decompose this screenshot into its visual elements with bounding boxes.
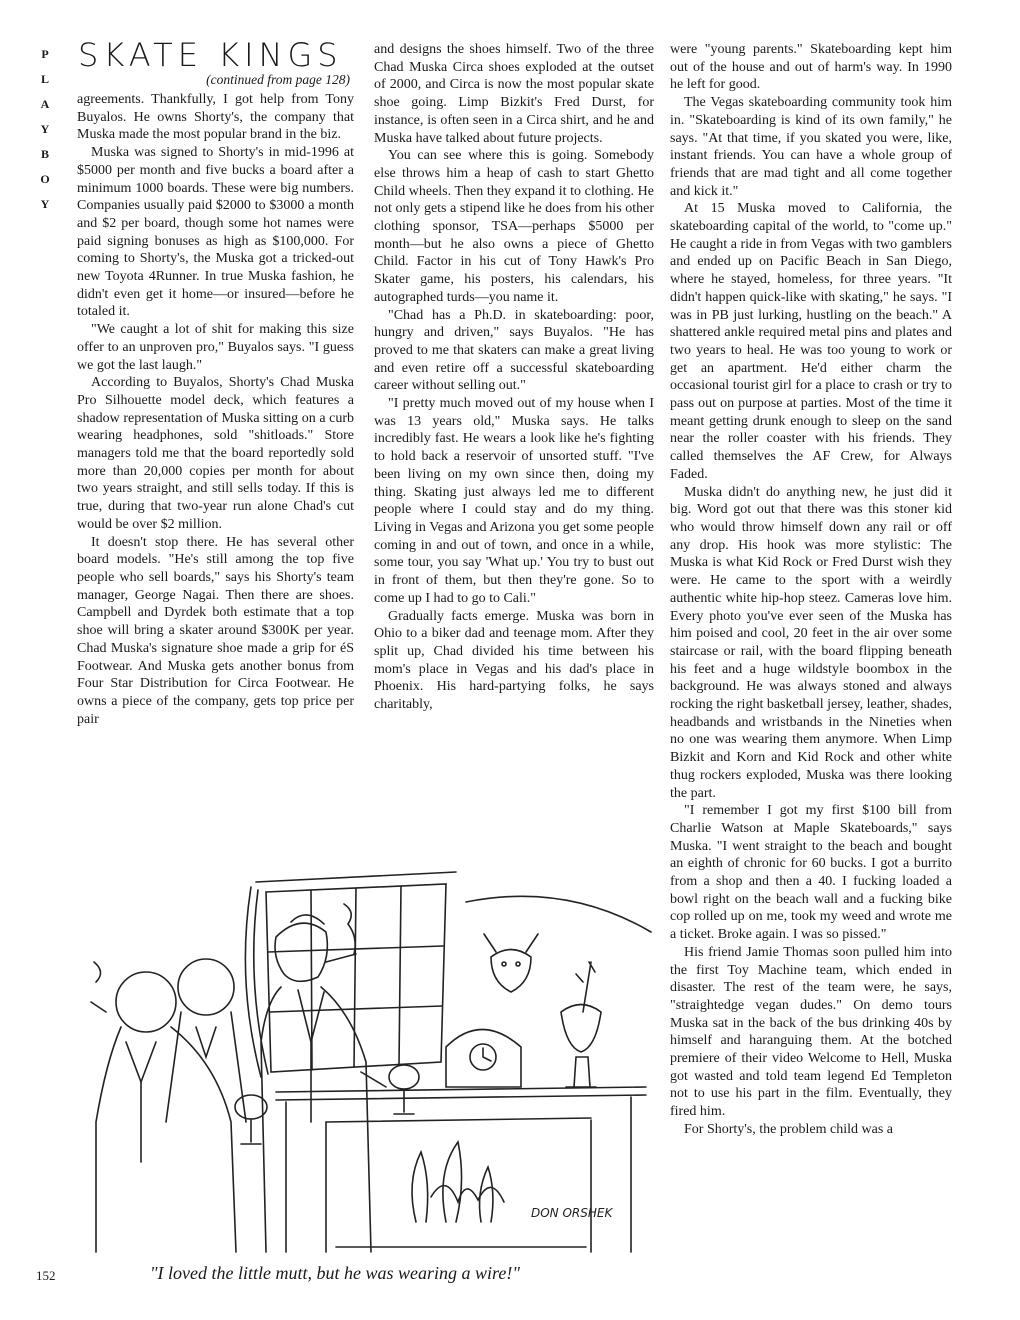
sidebar-letter: O xyxy=(40,172,52,186)
paragraph: Muska was signed to Shorty's in mid-1996 at $5000 per month and five bucks a board after a minimum 1000 boards. These were big numbers. Companies usually paid $2000 to $3000 a month and $2 per board, though some hot names were paid signing bonuses as high as $100,000. For coming to Shorty's, the Muska got a tricked-out new Toyota 4Runner. In true Muska fashion, he didn't even get it home—or insured—before he totaled it. xyxy=(77,145,354,320)
paragraph: According to Buyalos, Shorty's Chad Muska Pro Silhouette model deck, which features a shadow representation of Muska sitting on a curb wearing headphones, sold "shitloads." Store managers told me that the board reportedly sold more than 20,000 copies per month for about two years straight, and still sells today. If this is true, during that two-year run alone Chad's cut would be over $2 million. xyxy=(77,375,354,532)
paragraph: agreements. Thankfully, I got help from Tony Buyalos. He owns Shorty's, the company that Muska made the most popular brand in the biz. xyxy=(77,92,354,143)
sidebar-letter: Y xyxy=(40,122,52,136)
paragraph: For Shorty's, the problem child was a xyxy=(684,1121,893,1137)
paragraph: At 15 Muska moved to California, the skateboarding capital of the world, to "come up." He caught a ride in from Vegas with two gamblers and ended up on Pacific Beach in San Diego, where he stayed, homeless, for three years. "It didn't happen quick-like with skating," he says. "I was in PB just lurking, hustling on the beach." A shattered ankle required metal pins and plates and two years to heal. He was too young to work or get an apartment. He'd either charm the occasional tourist girl for a place to crash or try to pass out on purpose at parties. Most of the time it meant getting drunk enough to sleep on the sand near the roller coaster with his friends. They called themselves the AF Crew, for Always Faded. xyxy=(670,201,952,482)
paragraph: "We caught a lot of shit for making this size offer to an unproven pro," Buyalos says. "I guess we got the last laugh." xyxy=(77,322,354,373)
paragraph: and designs the shoes himself. Two of the three Chad Muska Circa shoes exploded at the outset of 2000, and Circa is now the most popular skate shoe going. Limp Bizkit's Fred Durst, for instance, is often seen in a Circa shirt, and he and Muska have talked about future projects. xyxy=(374,42,654,146)
paragraph: "I pretty much moved out of my house when I was 13 years old," Muska says. He talks incredibly fast. He wears a look like he's fighting to hold back a reservoir of unsorted stuff. "I've been living on my own since then, doing my thing. Skating just always led me to different people where I could stay and do my thing. Living in Vegas and Arizona you get some people coming in and out of town, and once in a while, some tour, you say 'What up.' You try to bust out in front of them, but then they're gone. So to come up I had to go to Cali." xyxy=(374,396,654,606)
paragraph: It doesn't stop there. He has several other board models. "He's still among the top five people who sell boards," says his Shorty's team manager, George Nagai. Then there are shoes. Campbell and Dyrdek both estimate that a top shoe will bring a skater around $300K per year. Chad Muska's signature shoe made a grip for éS Footwear. And Muska gets another bonus from Four Star Distribution for Circa Footwear. He owns a piece of the company, gets top price per pair xyxy=(77,534,354,727)
paragraph: Muska didn't do anything new, he just did it big. Word got out that there was this stoner kid who would throw himself down any rail or off any drop. His hook was more stylistic: The Muska is what Kid Rock or Fred Durst wish they were. He came to the sport with a weirdly authentic white hip-hop steez. Cameras love him. Every photo you've ever seen of the Muska has him poised and cool, 20 feet in the air over some staircase or rail, with the board flipping beneath his feet and a huge wildstyle boombox in the background. He was always stoned and always rocking the right basketball jersey, leather, shades, headbands and wristbands in the Nineties when no one was wearing them anymore. When Limp Bizkit and Korn and Kid Rock and other white thug rockers exploded, Muska was there looking the part. xyxy=(670,484,952,801)
paragraph: were "young parents." Skateboarding kept him out of the house and out of harm's way. In 1990 he left for good. xyxy=(670,42,952,93)
cartoon-illustration xyxy=(86,862,654,1262)
sidebar-letter: A xyxy=(40,97,52,111)
article-headline: SKATE KINGS xyxy=(78,36,343,74)
cartoon-drawing xyxy=(86,862,654,1262)
sidebar-letter: Y xyxy=(40,197,52,211)
cartoon-caption: "I loved the little mutt, but he was wearing a wire!" xyxy=(150,1263,520,1283)
article-column-1 xyxy=(77,91,354,728)
paragraph: Gradually facts emerge. Muska was born in Ohio to a biker dad and teenage mom. After they split up, Chad divided his time between his mom's place in Vegas and his dad's place in Phoenix. His hard-partying folks, he says charitably, xyxy=(374,608,654,713)
magazine-sidebar-logo xyxy=(28,42,64,217)
paragraph: "Chad has a Ph.D. in skateboarding: poor, hungry and driven," says Buyalos. "He has proved to me that skaters can make a great living and even retire off a successful skateboarding career without selling out." xyxy=(374,307,654,394)
article-column-3 xyxy=(670,41,952,1139)
cartoon-signature: DON ORSHEK xyxy=(531,1206,613,1220)
paragraph: The Vegas skateboarding community took him in. "Skateboarding is kind of its own family," he says. "At that time, if you skated you were, like, instant friends. You can have a whole group of friends that are mad tight and all come together and kick it." xyxy=(670,95,952,199)
sidebar-letter: P xyxy=(41,47,51,61)
sidebar-letter: L xyxy=(40,72,51,86)
paragraph: You can see where this is going. Somebody else throws him a heap of cash to start Ghetto Child wheels. Then they expand it to clothing. He not only gets a stipend like he does from his other clothing sponsor, TSA—perhaps $5000 per month—but he also owns a piece of Ghetto Child. Factor in his cut of Tony Hawk's Pro Skater game, his posters, his calendars, his autographed turds—you name it. xyxy=(374,148,654,305)
sidebar-letter: B xyxy=(40,147,51,161)
paragraph: His friend Jamie Thomas soon pulled him into the first Toy Machine team, which ended in disaster. The rest of the team were, he says, "straightedge vegan dudes." On demo tours Muska sat in the back of the bus drinking 40s by himself and haranguing them. At the botched premiere of their video Welcome to Hell, Muska got wasted and told team legend Ed Templeton not to use his part in the film. Eventually, they fired him. xyxy=(670,944,952,1120)
article-column-2 xyxy=(374,41,654,714)
continued-note: (continued from page 128) xyxy=(206,72,350,87)
paragraph: "I remember I got my first $100 bill from Charlie Watson at Maple Skateboards," says Muska. "I went straight to the beach and bought an eighth of chronic for 60 bucks. I got a burrito from a shop and then a 40. I fucking loaded a bowl right on the beach wall and a fucking bike cop rolled up on me, took my weed and wrote me a ticket. Broke again. I was so pissed." xyxy=(670,803,952,943)
page-number: 152 xyxy=(36,1268,56,1283)
